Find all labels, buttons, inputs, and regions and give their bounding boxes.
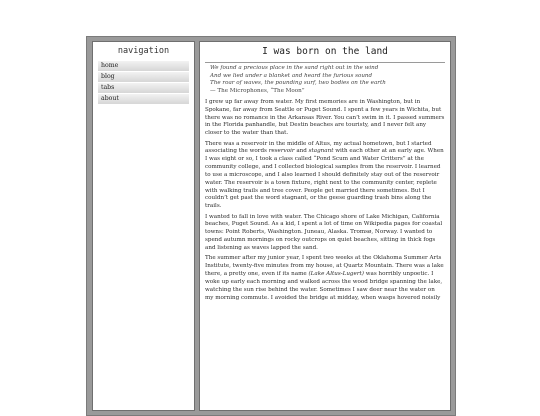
article-panel — [199, 41, 451, 411]
navigation-list — [93, 61, 194, 104]
epigraph-line: The roar of waves, the pounding surf, two bodies on the earth — [210, 80, 386, 87]
article-body — [205, 99, 445, 303]
nav-link-tabs[interactable]: tabs — [98, 83, 189, 93]
epigraph-line: We found a precious place in the sand right out in the wind — [210, 65, 379, 71]
nav-link-home[interactable]: home — [98, 61, 189, 71]
emphasis: (Lake Altus-Lugert) — [308, 271, 364, 278]
emphasis: stagnant — [308, 148, 334, 155]
emphasis: reservoir — [268, 148, 295, 155]
nav-link-blog[interactable]: blog — [98, 72, 189, 82]
navigation-title: navigation — [117, 46, 170, 56]
navigation-panel — [92, 41, 195, 411]
epigraph-attribution: — The Microphones, “The Moon” — [210, 88, 305, 95]
title-divider — [205, 62, 445, 63]
article-paragraph: The summer after my junior year, I spent two weeks at the Oklahoma Summer Arts Institute, twenty-five minutes from my house, at Quartz Mountain. There was a lake there, a pretty one, even if its name (Lake Altus-Lugert) was horribly unpoetic. I woke up early each morning and walked across the wood bridge spanning the lake, watching the sun rise behind the water. Sometimes I saw deer near the water on my morning commute. I avoided the bridge at midday, when wasps hovered noisily — [205, 255, 444, 301]
epigraph — [210, 65, 444, 96]
nav-link-about[interactable]: about — [98, 94, 189, 104]
article-paragraph: I wanted to fall in love with water. The Chicago shore of Lake Michigan, California beaches, Puget Sound. As a kid, I spent a lot of time on Wikipedia pages for coastal towns: Point Roberts, Washington. Juneau, Alaska. Tromsø, Norway. I wanted to spend autumn mornings on rocky outcrops on quiet beaches, sitting in thick fogs and listening as waves lapped the sand. — [205, 213, 443, 251]
epigraph-line: And we lied under a blanket and heard the furious sound — [210, 72, 373, 79]
article-paragraph: I grew up far away from water. My first memories are in Washington, but in Spokane, far away from Seattle or Puget Sound. I spent a few years in Wichita, but there was no romance in the Arkansas River. You can’t swim in it. I passed summers in the Florida panhandle, but Destin beaches are touristy, and I never felt any closer to the water than that. — [205, 98, 445, 137]
page-title: I was born on the land — [262, 46, 388, 57]
article-paragraph: There was a reservoir in the middle of Altus, my actual hometown, but I started associating the words reservoir and stagnant with each other at an early age. When I was eight or so, I took a class called “Pond Scum and Water Critters” at the community college, and I collected biological samples from the reservoir. I learned to use a microscope, and I also learned I should definitely stay out of the reservoir water. The reservoir is a town fixture, right next to the community center, replete with walking trails and tree cover. People get married there sometimes. But I couldn’t get past the word stagnant, or the geese guarding trash bins along the trails. — [205, 140, 444, 210]
